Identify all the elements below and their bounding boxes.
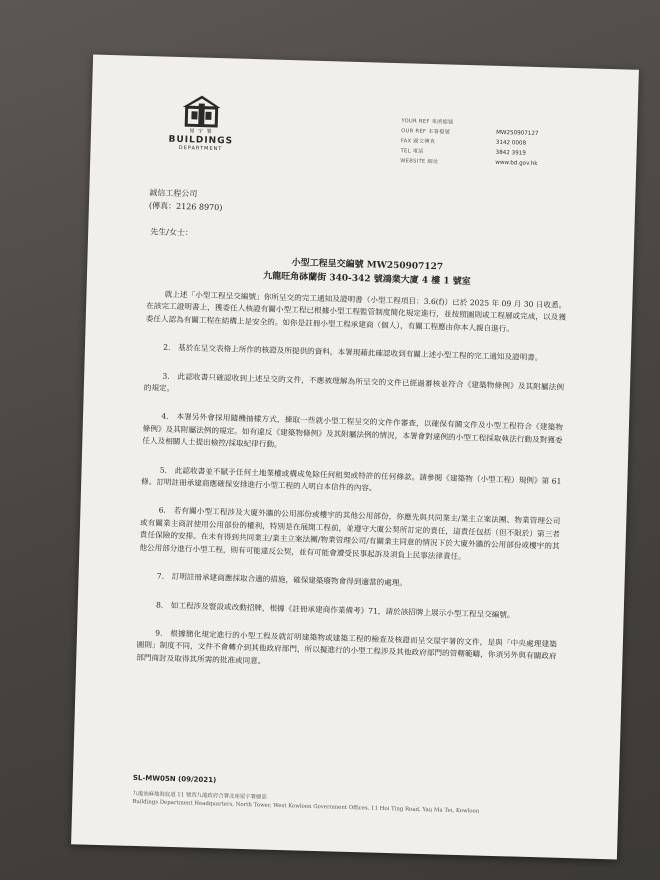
ref-label: TEL 電話 xyxy=(400,147,424,155)
ref-value: 3842 3919 xyxy=(495,149,526,157)
ref-label: WEBSITE 網址 xyxy=(400,157,439,165)
ref-label: OUR REF 本署檔號 xyxy=(401,127,451,136)
addressee-company: 誠信工程公司 xyxy=(149,188,198,199)
logo-english-name: BUILDINGS xyxy=(168,134,234,147)
paragraph-4: 4. 本署另外會採用隨機抽樣方式，揀取一些就小型工程呈交的文件作審查，以確保有關文件及小型工程符合《建築物條例》及其附屬法例的規定。如有違反《建築物條例》及其附屬法例的情況，本署會對違例的小型工程採取執法行動及對獲委任人及相關人士提出檢控/採取紀律行動。 xyxy=(142,412,564,450)
letter-page xyxy=(71,55,639,860)
letterhead-logo xyxy=(160,92,242,152)
reference-block xyxy=(400,115,601,171)
paragraph-1: 就上述「小型工程呈交編號」你所呈交的完工通知及證明書（小型工程項目：3.6(f)）已於 2025 年 09 月 30 日收悉。在該完工證明書上，獲委任人核證有關小型工程已根據小型工程監管制度簡化規定進行，並按照圖則或工程層或完成，以及獲委任人認為有關工程在結構上是安全的。如你是註冊小型工程承建商（個人），有關工程應由你本人親自進行。 xyxy=(145,289,567,334)
subject-line-1: 小型工程呈交編號 MW250907127 xyxy=(291,258,444,273)
form-code: SL-MW05N (09/2021) xyxy=(132,773,217,785)
letter-footer xyxy=(132,790,572,818)
letter-body xyxy=(136,288,567,692)
salutation: 先生/女士： xyxy=(150,227,194,238)
paragraph-9: 9. 根據簡化規定進行的小型工程及就訂明建築物或建築工程的檢查及核證而呈交屋宇署的文件，是與「中央處理建築圖則」制度不同，文件不會轉介到其他政府部門，所以擬進行的小型工程涉及其他政府部門的管轄範疇，你須另外與有關政府部門商討及取得其所需的批准或同意。 xyxy=(136,628,557,666)
paragraph-7: 7. 訂明註冊承建商應採取合適的措施，確保建築廢物會得到適當的處理。 xyxy=(156,571,408,588)
paragraph-5: 5. 此認收書並不賦予任何土地業權或構成免除任何租契或特許的任何條款。請參閱《建築物（小型工程）規例》第 61 條。訂明註冊承建商應確保安排進行小型工程的人明白本信件的內容。 xyxy=(141,465,562,493)
letter-subject xyxy=(147,252,588,292)
paragraph-3: 3. 此認收書只確認收到上述呈交的文件，不應被理解為所呈交的文件已經過審核並符合《建築物條例》及其附屬法例的規定。 xyxy=(143,371,565,393)
logo-chinese-name: 屋 宇 署 xyxy=(189,128,213,135)
footer-address-chinese: 九龍油麻地海庭道 11 號西九龍政府合署北座屋宇署總部 xyxy=(132,790,267,801)
ref-label: FAX 圖文傳真 xyxy=(400,137,436,145)
ref-label: YOUR REF 來函檔號 xyxy=(401,117,454,126)
buildings-department-house-icon xyxy=(180,93,223,128)
paragraph-6: 6. 若有關小型工程涉及大廈外牆的公用部份或樓宇的其他公用部份，你應先與共同業主/業主立案法團、物業管理公司或有關業主商討使用公用部份的權利，特別是在展開工程前，並遵守大廈公契所訂定的責任，這責任包括（但不限於）第三者責任保險的安排。在未有得到共同業主/業主立案法團/物業管理公司/有關業主同意的情況下於大廈外牆的公用部份或樓宇的其他公用部分進行小型工程，則有可能違反公契，並有可能會遭受民事起訴及須負上民事法律責任。 xyxy=(139,506,561,561)
logo-department-text: DEPARTMENT xyxy=(178,144,223,153)
ref-value: 3142 0008 xyxy=(495,139,527,147)
paragraph-8: 8. 如工程涉及豎設或改動招牌，根據《註冊承建商作業備考》71，請於該招牌上展示小型工程呈交編號。 xyxy=(155,600,515,620)
paragraph-2: 2. 基於在呈交表格上所作的核證及所提供的資料，本署現藉此確認收到有關上述小型工程的完工通知及證明書。 xyxy=(163,342,543,363)
addressee-fax: (傳真：2126 8970) xyxy=(148,201,223,213)
ref-value: MW250907127 xyxy=(496,129,539,137)
subject-line-2: 九龍旺角砵蘭街 340-342 號鴻業大廈 4 樓 1 號室 xyxy=(263,271,471,288)
ref-value: www.bd.gov.hk xyxy=(495,159,538,167)
addressee-block xyxy=(149,186,223,214)
footer-address-english: Buildings Department Headquarters, North Tower, West Kowloon Government Offices, 11 Hoi Ting Road, Yau Ma Tei, Kowloon xyxy=(132,798,480,815)
